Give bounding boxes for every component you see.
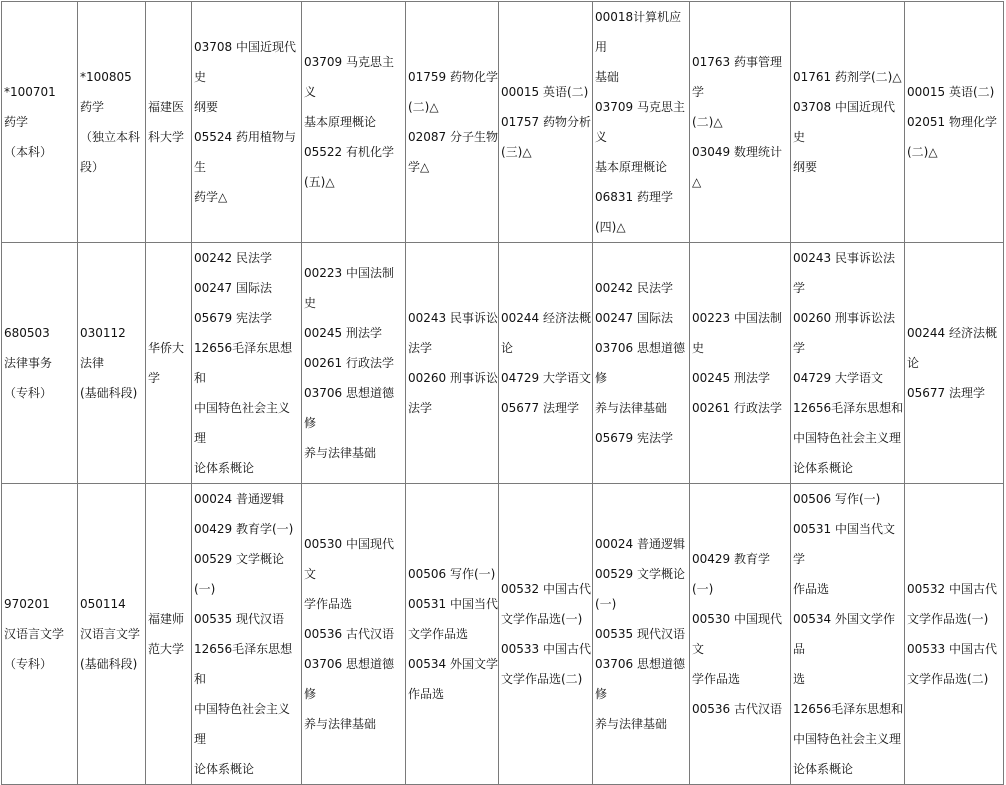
cell-text-line: 学△ (408, 160, 430, 174)
cell-text-line: （专科） (4, 386, 53, 400)
cell-text-line: （专科） (4, 657, 53, 671)
course-cell-8 (905, 2, 1004, 243)
cell-text-line: 05677 法理学 (501, 401, 579, 415)
cell-text-line: 中国特色社会主义理 (793, 732, 902, 746)
table-row-0 (2, 2, 1004, 243)
course-cell-1 (192, 2, 302, 243)
cell-text-line: 01763 药事管理学 (692, 55, 782, 99)
cell-text-line: 030112 (80, 326, 126, 340)
cell-text-line: 段） (80, 160, 105, 174)
cell-text-line: 论体系概论 (793, 762, 854, 776)
cell-text-line: 12656毛泽东思想和 (793, 401, 904, 415)
cell-text-line: (二)△ (692, 115, 723, 129)
cell-text-line: 03049 数理统计△ (692, 145, 782, 189)
course-cell-5 (593, 243, 690, 484)
cell-text-line: 00244 经济法概 (907, 326, 997, 340)
cell-text-line: 00245 刑法学 (692, 371, 770, 385)
table-row-2 (2, 484, 1004, 785)
course-cell-8 (905, 484, 1004, 785)
course-cell-2 (302, 484, 406, 785)
cell-text-line: 法律事务 (4, 356, 53, 370)
cell-text-line: 12656毛泽东思想和 (194, 341, 293, 385)
cell-text-line: 论 (907, 356, 920, 370)
cell-text-line: 03706 思想道德修 (595, 657, 685, 701)
cell-text-line: 03706 思想道德修 (304, 657, 394, 701)
course-cell-6 (690, 2, 791, 243)
cell-text-line: 00223 中国法制史 (304, 266, 394, 310)
cell-text-line: 00535 现代汉语 (595, 627, 685, 641)
cell-text-line: 00530 中国现代文 (304, 537, 394, 581)
cell-text-line: 法学 (408, 341, 433, 355)
cell-text-line: 00247 国际法 (194, 281, 272, 295)
course-cell-4 (499, 243, 593, 484)
cell-text-line: 04729 大学语文 (793, 371, 883, 385)
cell-text-line: (五)△ (304, 175, 335, 189)
cell-text-line: 作品选 (793, 582, 830, 596)
program-code-cell (78, 2, 146, 243)
cell-text-line: 论体系概论 (194, 762, 255, 776)
cell-text-line: 00015 英语(二) (907, 85, 995, 99)
cell-text-line: 00247 国际法 (595, 311, 673, 325)
course-cell-4 (499, 2, 593, 243)
cell-text-line: 00506 写作(一) (793, 492, 881, 506)
cell-text-line: 论 (501, 341, 514, 355)
cell-text-line: 05679 宪法学 (595, 431, 673, 445)
cell-text-line: 文学作品选(一) (501, 612, 583, 626)
cell-text-line: 养与法律基础 (304, 446, 377, 460)
cell-text-line: 00535 现代汉语 (194, 612, 284, 626)
cell-text-line: 00024 普通逻辑 (595, 537, 685, 551)
cell-text-line: 05677 法理学 (907, 386, 985, 400)
course-cell-7 (791, 2, 905, 243)
program-code-cell (78, 484, 146, 785)
course-cell-6 (690, 243, 791, 484)
cell-text-line: 05679 宪法学 (194, 311, 272, 325)
cell-text-line: （本科） (4, 145, 53, 159)
cell-text-line: 03709 马克思主义 (595, 100, 685, 144)
school-cell (146, 2, 192, 243)
cell-text-line: 970201 (4, 597, 50, 611)
cell-text-line: 02087 分子生物 (408, 130, 498, 144)
cell-text-line: 00534 外国文学 (408, 657, 498, 671)
cell-text-line: 06831 药理学 (595, 190, 673, 204)
cell-text-line: 中国特色社会主义理 (793, 431, 902, 445)
cell-text-line: 050114 (80, 597, 126, 611)
cell-text-line: 04729 大学语文 (501, 371, 591, 385)
cell-text-line: 00532 中国古代 (907, 582, 997, 596)
cell-text-line: 学作品选 (304, 597, 353, 611)
cell-text-line: 00223 中国法制史 (692, 311, 782, 355)
cell-text-line: 药学 (4, 115, 29, 129)
cell-text-line: 文学作品选(一) (907, 612, 989, 626)
cell-text-line: 12656毛泽东思想和 (194, 642, 293, 686)
course-cell-1 (192, 484, 302, 785)
course-cell-2 (302, 243, 406, 484)
cell-text-line: 00244 经济法概 (501, 311, 591, 325)
cell-text-line: 学作品选 (692, 672, 741, 686)
course-cell-3 (406, 484, 499, 785)
cell-text-line: 福建师 (148, 612, 185, 626)
cell-text-line: 汉语言文学 (80, 627, 141, 641)
cell-text-line: 文学作品选(二) (907, 672, 989, 686)
cell-text-line: 00243 民事诉讼 (408, 311, 498, 325)
cell-text-line: (一) (595, 597, 617, 611)
course-cell-5 (593, 484, 690, 785)
cell-text-line: 福建医 (148, 100, 185, 114)
cell-text-line: 00534 外国文学作品 (793, 612, 895, 656)
cell-text-line: 00260 刑事诉讼 (408, 371, 498, 385)
cell-text-line: (三)△ (501, 145, 532, 159)
cell-text-line: 00429 教育学(一) (194, 522, 294, 536)
cell-text-line: (四)△ (595, 220, 626, 234)
cell-text-line: 03706 思想道德修 (304, 386, 394, 430)
cell-text-line: 00536 古代汉语 (304, 627, 394, 641)
cell-text-line: 养与法律基础 (595, 401, 668, 415)
cell-text-line: （独立本科 (80, 130, 141, 144)
cell-text-line: 00015 英语(二) (501, 85, 589, 99)
cell-text-line: 论体系概论 (793, 461, 854, 475)
course-cell-7 (791, 243, 905, 484)
cell-text-line: 01761 药剂学(二)△ (793, 70, 902, 84)
course-cell-3 (406, 2, 499, 243)
program-code-cell (78, 243, 146, 484)
cell-text-line: 12656毛泽东思想和 (793, 702, 904, 716)
cell-text-line: 00531 中国当代 (408, 597, 498, 611)
cell-text-line: 00530 中国现代文 (692, 612, 782, 656)
course-cell-3 (406, 243, 499, 484)
cell-text-line: (二)△ (408, 100, 439, 114)
cell-text-line: 00533 中国古代 (907, 642, 997, 656)
course-cell-7 (791, 484, 905, 785)
cell-text-line: 药学 (80, 100, 105, 114)
cell-text-line: 养与法律基础 (304, 717, 377, 731)
cell-text-line: *100701 (4, 85, 56, 99)
table-row-1 (2, 243, 1004, 484)
cell-text-line: 论体系概论 (194, 461, 255, 475)
major-code-cell (2, 243, 78, 484)
cell-text-line: 中国特色社会主义理 (194, 401, 291, 445)
cell-text-line: (基础科段) (80, 386, 138, 400)
exam-schedule-table (1, 1, 1004, 785)
major-code-cell (2, 484, 78, 785)
cell-text-line: 00529 文学概论(一) (194, 552, 284, 596)
school-cell (146, 484, 192, 785)
cell-text-line: 00536 古代汉语 (692, 702, 782, 716)
cell-text-line: 03706 思想道德修 (595, 341, 685, 385)
cell-text-line: 00245 刑法学 (304, 326, 382, 340)
course-cell-8 (905, 243, 1004, 484)
cell-text-line: 养与法律基础 (595, 717, 668, 731)
cell-text-line: 00018计算机应用 (595, 10, 682, 54)
cell-text-line: *100805 (80, 70, 132, 84)
cell-text-line: 基本原理概论 (304, 115, 377, 129)
course-cell-6 (690, 484, 791, 785)
cell-text-line: 05524 药用植物与生 (194, 130, 296, 174)
cell-text-line: 选 (793, 672, 806, 686)
cell-text-line: 03708 中国近现代史 (793, 100, 895, 144)
cell-text-line: 中国特色社会主义理 (194, 702, 291, 746)
cell-text-line: 00024 普通逻辑 (194, 492, 284, 506)
cell-text-line: 药学△ (194, 190, 228, 204)
cell-text-line: 00506 写作(一) (408, 567, 496, 581)
cell-text-line: 00533 中国古代 (501, 642, 591, 656)
cell-text-line: (二)△ (907, 145, 938, 159)
cell-text-line: 00261 行政法学 (304, 356, 394, 370)
cell-text-line: 02051 物理化学 (907, 115, 997, 129)
cell-text-line: 680503 (4, 326, 50, 340)
cell-text-line: 法律 (80, 356, 105, 370)
school-cell (146, 243, 192, 484)
cell-text-line: 00261 行政法学 (692, 401, 782, 415)
course-cell-2 (302, 2, 406, 243)
cell-text-line: 法学 (408, 401, 433, 415)
cell-text-line: 03708 中国近现代史 (194, 40, 296, 84)
cell-text-line: 00529 文学概论 (595, 567, 685, 581)
cell-text-line: 00429 教育学(一) (692, 552, 770, 596)
cell-text-line: 00242 民法学 (194, 251, 272, 265)
cell-text-line: 学 (148, 371, 161, 385)
cell-text-line: 00242 民法学 (595, 281, 673, 295)
cell-text-line: 基本原理概论 (595, 160, 668, 174)
table-body (2, 2, 1004, 785)
major-code-cell (2, 2, 78, 243)
cell-text-line: 科大学 (148, 130, 185, 144)
cell-text-line: 03709 马克思主义 (304, 55, 394, 99)
cell-text-line: (基础科段) (80, 657, 138, 671)
cell-text-line: 00531 中国当代文学 (793, 522, 895, 566)
cell-text-line: 00243 民事诉讼法学 (793, 251, 895, 295)
cell-text-line: 文学作品选(二) (501, 672, 583, 686)
cell-text-line: 05522 有机化学 (304, 145, 394, 159)
cell-text-line: 纲要 (793, 160, 818, 174)
cell-text-line: 华侨大 (148, 341, 185, 355)
course-cell-5 (593, 2, 690, 243)
cell-text-line: 范大学 (148, 642, 185, 656)
cell-text-line: 00532 中国古代 (501, 582, 591, 596)
course-cell-4 (499, 484, 593, 785)
cell-text-line: 01757 药物分析 (501, 115, 591, 129)
cell-text-line: 汉语言文学 (4, 627, 65, 641)
cell-text-line: 00260 刑事诉讼法学 (793, 311, 895, 355)
cell-text-line: 01759 药物化学 (408, 70, 498, 84)
cell-text-line: 基础 (595, 70, 620, 84)
cell-text-line: 作品选 (408, 687, 445, 701)
course-cell-1 (192, 243, 302, 484)
cell-text-line: 纲要 (194, 100, 219, 114)
cell-text-line: 文学作品选 (408, 627, 469, 641)
